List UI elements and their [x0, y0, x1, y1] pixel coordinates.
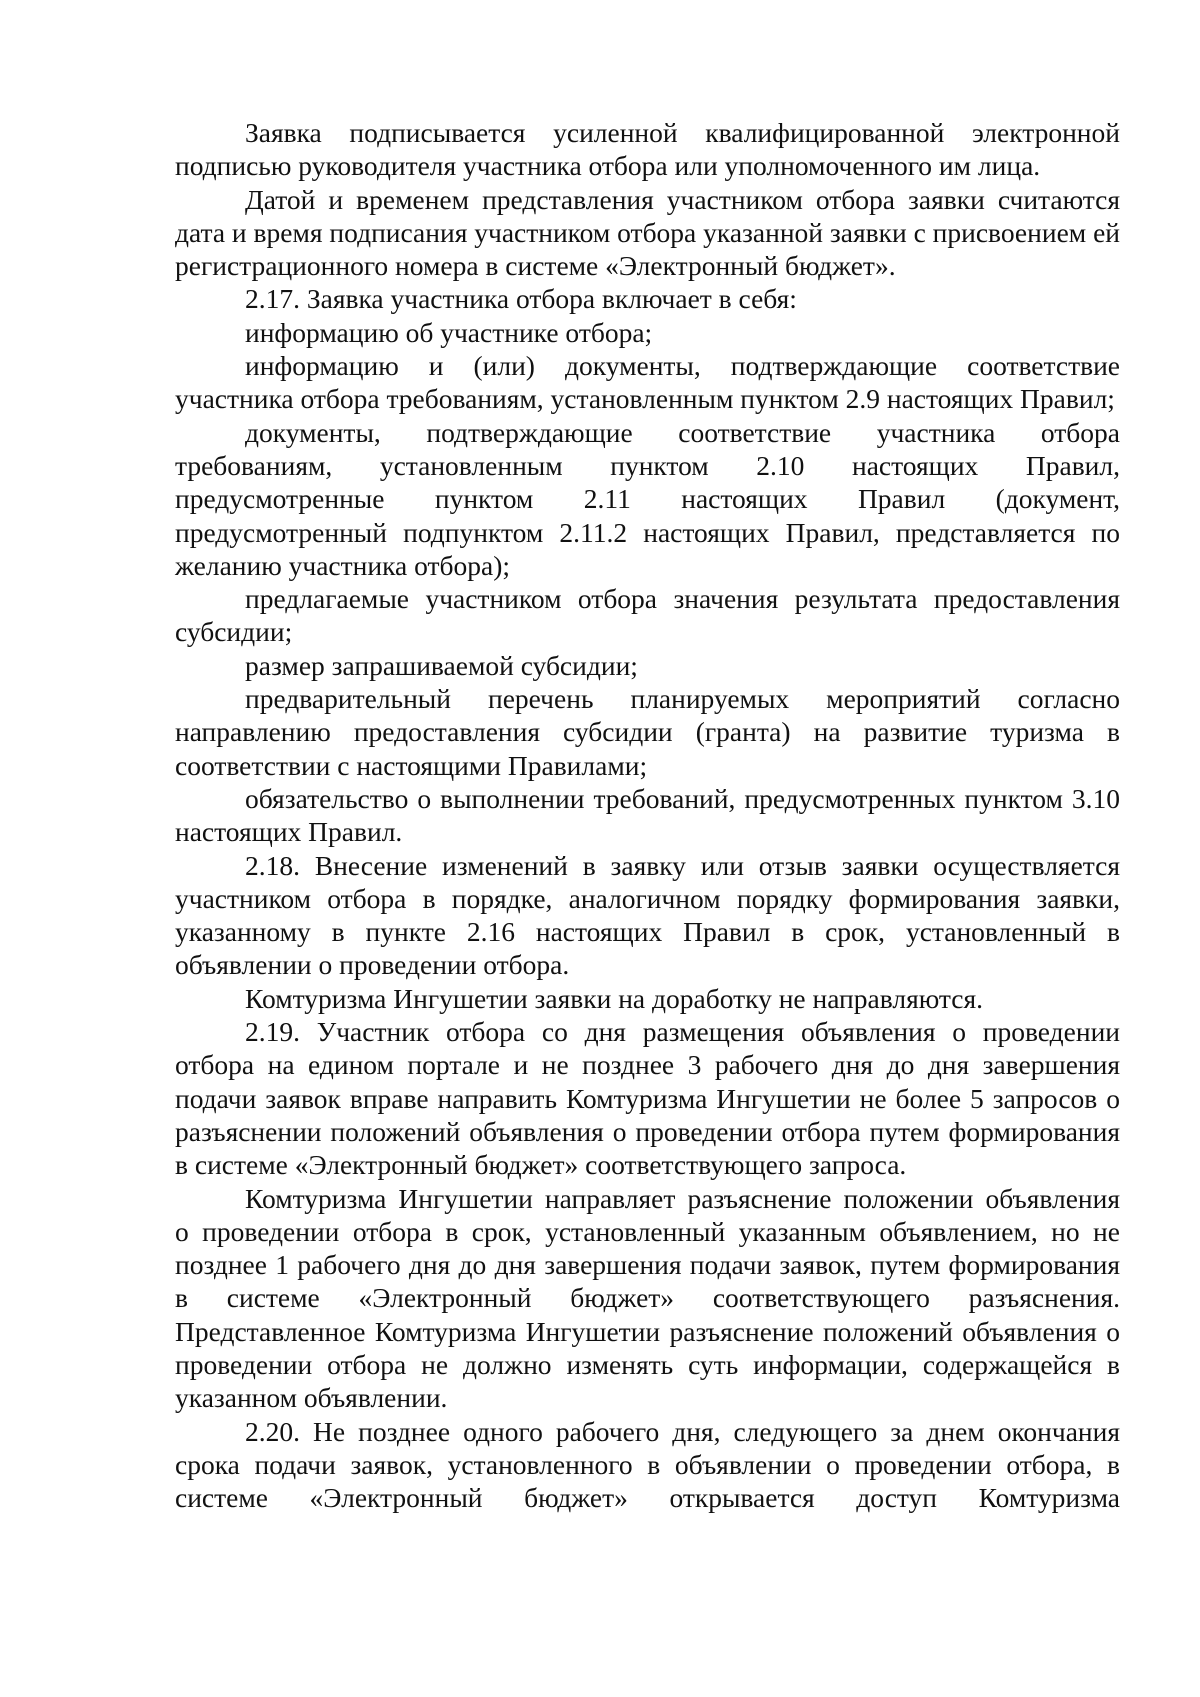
paragraph-submission-date: Датой и временем представления участником отбора заявки считаются дата и время подписания участником отбора указанной заявки с присвоением ей регистрационного номера в системе «Электронный бюджет». [175, 183, 1120, 282]
paragraph-result-values: предлагаемые участником отбора значения результата предоставления субсидии; [175, 583, 1120, 648]
paragraph-compliance-documents: документы, подтверждающие соответствие участника отбора требованиям, установленным пунктом 2.10 настоящих Правил, предусмотренные пунктом 2.11 настоящих Правил (документ, предусмотренный подпунктом 2.11.2 настоящих Правил, представляется по желанию участника отбора); [175, 416, 1120, 581]
paragraph-clarification-heading: Комтуризма Ингушетии направляет разъяснение положении объявления [245, 1182, 1120, 1214]
paragraph-signature: Заявка подписывается усиленной квалифицированной электронной подписью руководителя участника отбора или уполномоченного им лица. [175, 117, 1120, 182]
paragraph-2-17: 2.17. Заявка участника отбора включает в себя: [245, 283, 797, 315]
paragraph-participant-info: информацию об участнике отбора; [245, 316, 653, 348]
paragraph-2-18: 2.18. Внесение изменений в заявку или отзыв заявки осуществляется участником отбора в порядке, аналогичном порядку формирования заявки, указанному в пункте 2.16 настоящих Правил в срок, установленный в объявлении о проведении отбора. [175, 849, 1120, 981]
paragraph-2-19: 2.19. Участник отбора со дня размещения объявления о проведении отбора на едином портале и не позднее 3 рабочего дня до дня завершения подачи заявок вправе направить Комтуризма Ингушетии не более 5 запросов о разъяснении положений объявления о проведении отбора путем формирования в системе «Электронный бюджет» соответствующего запроса. [175, 1016, 1120, 1181]
paragraph-clarification-body: о проведении отбора в срок, установленный указанным объявлением, но не позднее 1 рабочего дня до дня завершения подачи заявок, путем формирования в системе «Электронный бюджет» соответствующего разъяснения. Представленное Комтуризма Ингушетии разъяснение положений объявления о проведении отбора не должно изменять суть информации, содержащейся в указанном объявлении. [175, 1215, 1120, 1414]
paragraph-no-revision: Комтуризма Ингушетии заявки на доработку не направляются. [245, 982, 983, 1014]
paragraph-info-documents: информацию и (или) документы, подтверждающие соответствие участника отбора требованиям, установленным пунктом 2.9 настоящих Правил; [175, 350, 1120, 415]
paragraph-subsidy-size: размер запрашиваемой субсидии; [245, 649, 638, 681]
paragraph-obligation: обязательство о выполнении требований, предусмотренных пунктом 3.10 настоящих Правил. [175, 782, 1120, 848]
document-page [175, 116, 1120, 1514]
paragraph-activity-list: предварительный перечень планируемых мероприятий согласно направлению предоставления субсидии (гранта) на развитие туризма в соответствии с настоящими Правилами; [175, 683, 1120, 781]
paragraph-2-20: 2.20. Не позднее одного рабочего дня, следующего за днем окончания срока подачи заявок, установленного в объявлении о проведении отбора, в системе «Электронный бюджет» открывается доступ Комтуризма [175, 1415, 1120, 1514]
